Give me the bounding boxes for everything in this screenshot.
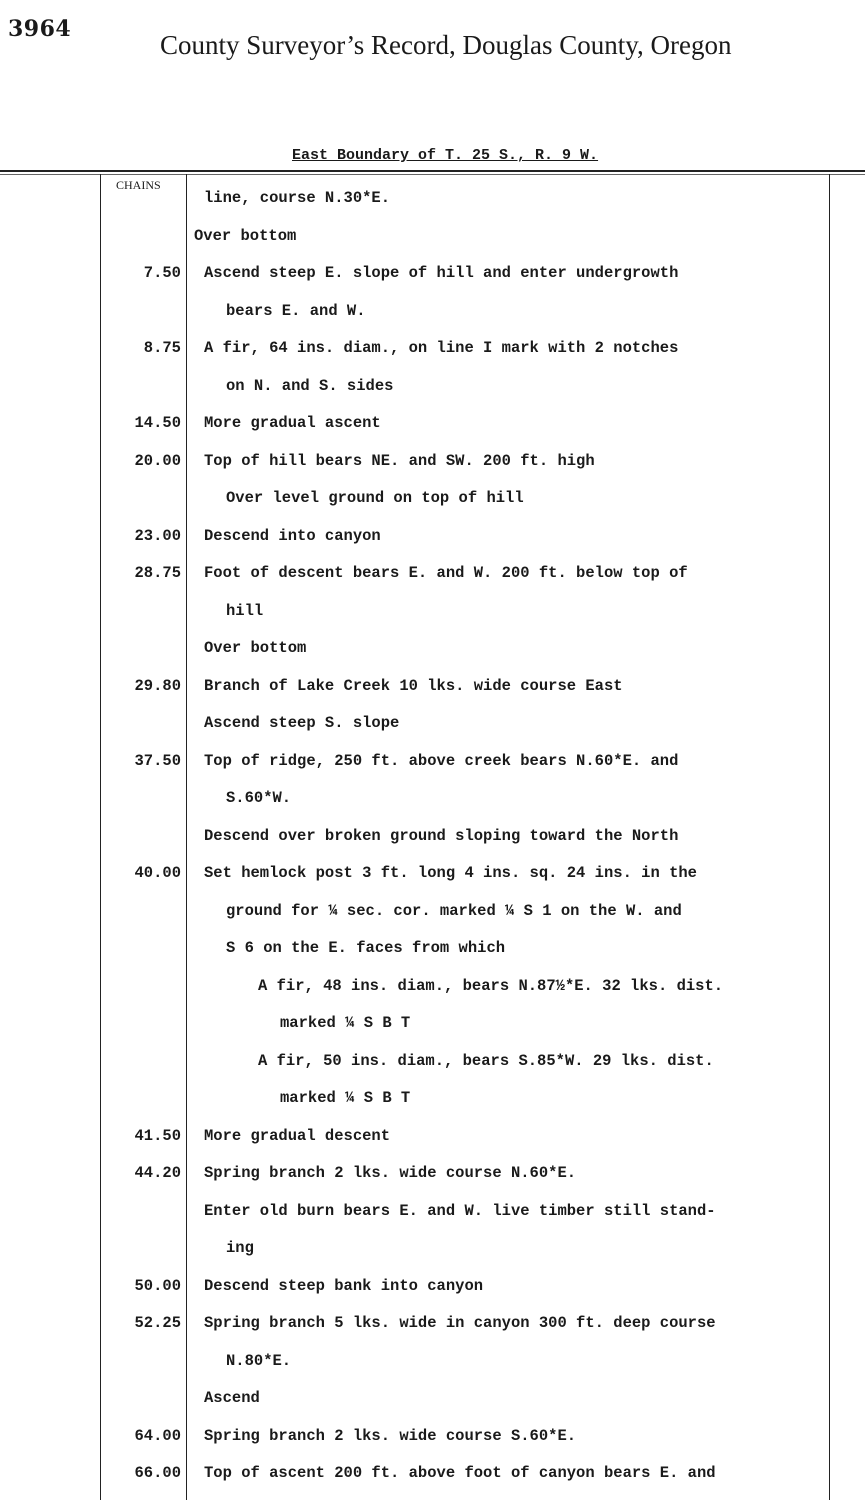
note-line xyxy=(0,480,865,518)
note-line xyxy=(0,218,865,256)
note-line xyxy=(0,405,865,443)
chain-distance: 44.20 xyxy=(134,1164,181,1182)
note-text: Top of ridge, 250 ft. above creek bears N.60*E. and xyxy=(204,751,679,770)
note-text: bears E. and W. xyxy=(226,301,366,320)
note-line xyxy=(0,180,865,218)
note-line xyxy=(0,368,865,406)
note-text: Over level ground on top of hill xyxy=(226,489,524,507)
note-text: Spring branch 2 lks. wide course S.60*E. xyxy=(204,1426,577,1445)
chain-distance: 29.80 xyxy=(134,676,181,695)
note-text: Foot of descent bears E. and W. 200 ft. below top of xyxy=(204,564,688,582)
note-line xyxy=(0,555,865,593)
note-text: marked ¼ S B T xyxy=(280,1089,411,1107)
note-line xyxy=(0,1118,865,1156)
top-rule xyxy=(0,170,865,175)
note-text: Spring branch 2 lks. wide course N.60*E. xyxy=(204,1164,577,1182)
note-text: on N. and S. sides xyxy=(226,376,394,395)
note-line xyxy=(0,780,865,818)
note-line xyxy=(0,1268,865,1306)
note-text: Ascend xyxy=(204,1389,260,1407)
chain-distance: 37.50 xyxy=(134,751,181,770)
note-line xyxy=(0,1155,865,1193)
note-line xyxy=(0,930,865,968)
note-line xyxy=(0,1418,865,1456)
note-text: Spring branch 5 lks. wide in canyon 300 ft. deep course xyxy=(204,1314,716,1332)
note-line xyxy=(0,443,865,481)
note-line xyxy=(0,668,865,706)
note-line xyxy=(0,293,865,331)
note-line xyxy=(0,630,865,668)
chain-distance: 66.00 xyxy=(134,1464,181,1482)
chains-column-header: CHAINS xyxy=(116,178,161,192)
chain-distance: 50.00 xyxy=(134,1276,181,1295)
note-line xyxy=(0,518,865,556)
note-text: ing xyxy=(226,1239,254,1257)
note-text: Top of ascent 200 ft. above foot of canyon bears E. and xyxy=(204,1464,716,1482)
chain-distance: 20.00 xyxy=(134,451,181,470)
note-line xyxy=(0,593,865,631)
note-text: A fir, 50 ins. diam., bears S.85*W. 29 lks. dist. xyxy=(258,1051,714,1070)
note-text: marked ¼ S B T xyxy=(280,1014,411,1032)
note-line xyxy=(0,1343,865,1381)
note-text: Descend steep bank into canyon xyxy=(204,1276,484,1295)
note-line xyxy=(0,1193,865,1231)
note-line xyxy=(0,1005,865,1043)
chain-distance: 23.00 xyxy=(134,526,181,545)
note-text: Branch of Lake Creek 10 lks. wide course East xyxy=(204,676,623,695)
note-text: Enter old burn bears E. and W. live timber still stand- xyxy=(204,1201,716,1220)
note-line xyxy=(0,1043,865,1081)
page-number: 3964 xyxy=(8,16,72,42)
chain-distance: 64.00 xyxy=(134,1426,181,1445)
note-line xyxy=(0,330,865,368)
note-text: Descend over broken ground sloping toward the North xyxy=(204,826,679,845)
record-title: County Surveyor’s Record, Douglas County, Oregon xyxy=(160,30,732,60)
note-text: Top of hill bears NE. and SW. 200 ft. high xyxy=(204,451,595,470)
note-text: N.80*E. xyxy=(226,1351,292,1370)
note-text: More gradual descent xyxy=(204,1126,391,1145)
note-line xyxy=(0,1080,865,1118)
note-line xyxy=(0,1455,865,1493)
chain-distance: 7.50 xyxy=(143,264,181,282)
field-notes xyxy=(0,180,865,1493)
note-text: More gradual ascent xyxy=(204,414,381,432)
section-heading: East Boundary of T. 25 S., R. 9 W. xyxy=(292,147,599,164)
note-text: Over bottom xyxy=(204,639,307,657)
note-line xyxy=(0,1230,865,1268)
chain-distance: 52.25 xyxy=(134,1314,181,1332)
note-line xyxy=(0,818,865,856)
note-text: S.60*W. xyxy=(226,789,292,807)
note-line xyxy=(0,1305,865,1343)
note-line xyxy=(0,255,865,293)
note-text: ground for ¼ sec. cor. marked ¼ S 1 on the W. and xyxy=(226,901,682,920)
note-text: Ascend steep S. slope xyxy=(204,714,400,732)
note-text: S 6 on the E. faces from which xyxy=(226,939,506,957)
note-text: hill xyxy=(226,601,264,620)
chain-distance: 8.75 xyxy=(143,339,181,357)
note-text: Ascend steep E. slope of hill and enter undergrowth xyxy=(204,264,679,282)
note-line xyxy=(0,893,865,931)
chain-distance: 40.00 xyxy=(134,864,181,882)
chain-distance: 28.75 xyxy=(134,564,181,582)
note-text: line, course N.30*E. xyxy=(204,189,391,207)
note-line xyxy=(0,705,865,743)
chain-distance: 14.50 xyxy=(134,414,181,432)
note-text: Descend into canyon xyxy=(204,526,381,545)
note-text: A fir, 64 ins. diam., on line I mark with 2 notches xyxy=(204,339,679,357)
note-text: Set hemlock post 3 ft. long 4 ins. sq. 24 ins. in the xyxy=(204,864,697,882)
note-line xyxy=(0,855,865,893)
note-line xyxy=(0,968,865,1006)
note-line xyxy=(0,743,865,781)
chain-distance: 41.50 xyxy=(134,1126,181,1145)
note-line xyxy=(0,1380,865,1418)
note-text: Over bottom xyxy=(194,226,297,245)
note-text: A fir, 48 ins. diam., bears N.87½*E. 32 lks. dist. xyxy=(258,976,724,995)
